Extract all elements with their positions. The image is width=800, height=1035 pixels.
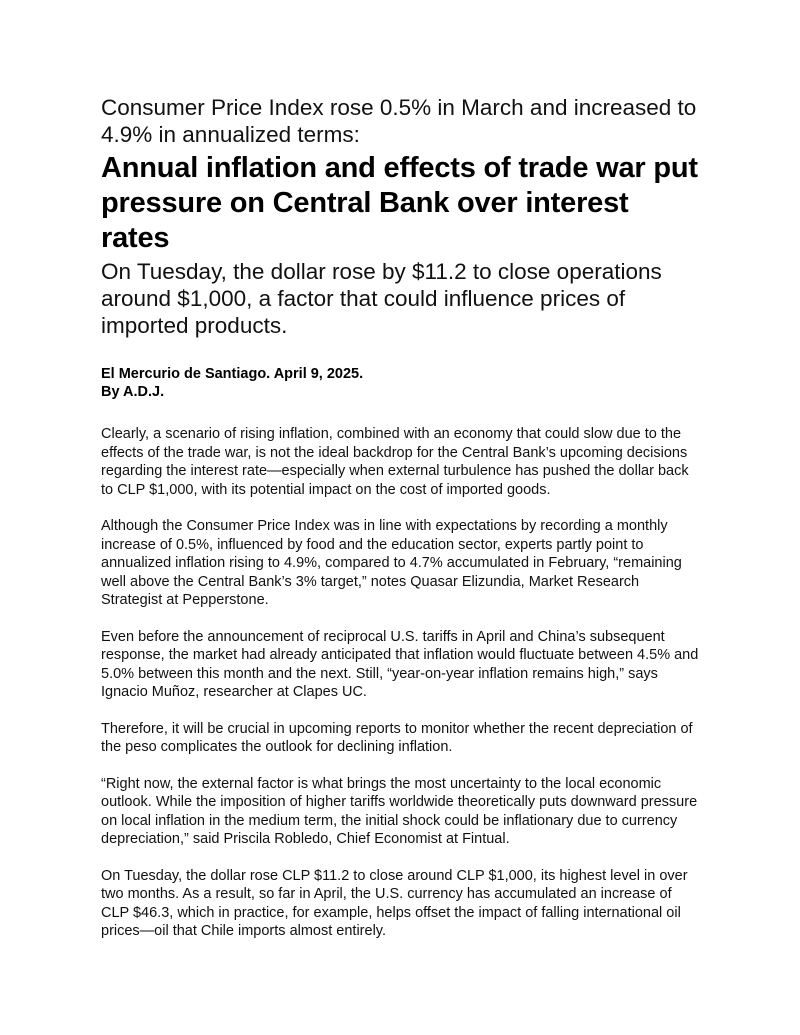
- article-subhead: On Tuesday, the dollar rose by $11.2 to close operations around $1,000, a factor that could influence prices of imported products.: [101, 259, 662, 338]
- article-body: [101, 425, 701, 941]
- article-kicker: Consumer Price Index rose 0.5% in March and increased to 4.9% in annualized terms:: [101, 95, 697, 147]
- body-paragraph: Clearly, a scenario of rising inflation, combined with an economy that could slow due to the effects of the trade war, is not the ideal backdrop for the Central Bank’s upcoming decisions regarding the interest rate—especially when external turbulence has pushed the dollar back to CLP $1,000, with its potential impact on the cost of imported goods.: [101, 426, 689, 498]
- byline: [101, 365, 701, 401]
- article-headline: Annual inflation and effects of trade war put pressure on Central Bank over interest rates: [101, 152, 698, 254]
- body-paragraph: Even before the announcement of reciprocal U.S. tariffs in April and China’s subsequent response, the market had already anticipated that inflation would fluctuate between 4.5% and 5.0% between this month and the next. Still, “year-on-year inflation remains high,” says Ignacio Muñoz, researcher at Clapes UC.: [101, 628, 699, 700]
- article-author: By A.D.J.: [101, 384, 165, 400]
- article-source: El Mercurio de Santiago. April 9, 2025.: [101, 366, 364, 382]
- body-paragraph: Therefore, it will be crucial in upcoming reports to monitor whether the recent depreciation of the peso complicates the outlook for declining inflation.: [101, 720, 693, 755]
- body-paragraph: On Tuesday, the dollar rose CLP $11.2 to close around CLP $1,000, its highest level in over two months. As a result, so far in April, the U.S. currency has accumulated an increase of CLP $46.3, which in practice, for example, helps offset the impact of falling international oil prices—oil that Chile imports almost entirely.: [101, 867, 688, 939]
- article: [101, 94, 701, 959]
- body-paragraph: Although the Consumer Price Index was in line with expectations by recording a monthly increase of 0.5%, influenced by food and the education sector, experts partly point to annualized inflation rising to 4.9%, compared to 4.7% accumulated in February, “remaining well above the Central Bank’s 3% target,” notes Quasar Elizundia, Market Research Strategist at Pepperstone.: [101, 518, 682, 608]
- body-paragraph: “Right now, the external factor is what brings the most uncertainty to the local economic outlook. While the imposition of higher tariffs worldwide theoretically puts downward pressure on local inflation in the medium term, the initial shock could be inflationary due to currency depreciation,” said Priscila Robledo, Chief Economist at Fintual.: [101, 775, 698, 847]
